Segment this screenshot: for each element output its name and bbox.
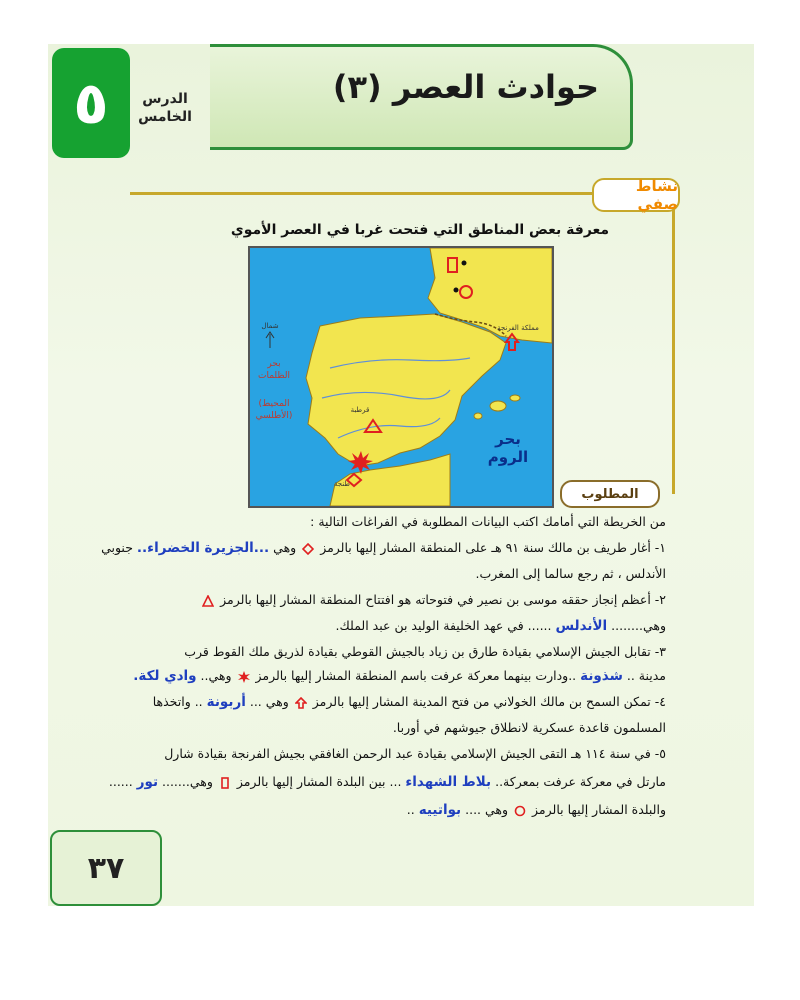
q4-text-c: .. واتخذها (152, 694, 203, 709)
diamond-symbol-icon-inline (302, 543, 314, 555)
q1-text-a: ١- أغار طريف بن مالك سنة ٩١ هـ على المنطقة المشار إليها بالرمز (320, 540, 666, 555)
q4-answer: أربونة (206, 694, 246, 710)
lesson-label (134, 90, 196, 126)
q5-text-g: وهي .... (465, 802, 509, 817)
star-burst-symbol-icon-inline (238, 671, 250, 683)
q3-answer-2: وادي لكة. (133, 668, 197, 684)
page-title: حوادث العصر (٣) (332, 68, 600, 106)
dot-marker-icon (462, 261, 467, 266)
question-3: ٣- تقابل الجيش الإسلامي بقيادة طارق بن زياد بالجيش القوطي بقيادة لذريق ملك القوط قرب (184, 644, 666, 659)
lesson-label-line2: الخامس (138, 109, 192, 125)
map-label-west-sea-1: بحر (267, 359, 281, 369)
house-arrow-symbol-icon-inline (295, 697, 307, 709)
q2-answer: الأندلس (555, 618, 608, 634)
q5-text-b: مارتل في معركة عرفت بمعركة.. (495, 774, 666, 789)
lesson-label-line1: الدرس (142, 91, 188, 107)
map-label-tangier: طنجة (334, 480, 350, 488)
map-label-east-sea-1: بحر (495, 430, 521, 448)
q5-answer-1: بلاط الشهداء (405, 774, 492, 790)
map-label-west-sea-3: (المحيط (258, 399, 290, 409)
map-label-west-sea-4: الأطلسي) (255, 411, 293, 421)
q4-text-a: ٤- تمكن السمح بن مالك الخولاني من فتح المدينة المشار إليها بالرمز (312, 694, 666, 709)
question-2 (80, 590, 666, 610)
q4-text-b: وهي ... (249, 694, 289, 709)
activity-tab: نشاط صفي (592, 178, 680, 212)
q3-text-c: ..ودارت بينهما معركة عرفت باسم المنطقة المشار إليها بالرمز (255, 668, 577, 683)
lesson-number-badge: ٥ (52, 48, 130, 158)
q5-answer-3: بواتييه (418, 802, 462, 818)
question-5-line3 (80, 800, 666, 820)
q2-text-a: ٢- أعظم إنجاز حققه موسى بن نصير في فتوحاته هو افتتاح المنطقة المشار إليها بالرمز (220, 592, 666, 607)
dot-marker-icon-2 (454, 288, 459, 293)
map-label-north: شمال (261, 322, 279, 330)
balearic-island-1 (490, 401, 506, 411)
activity-heading: معرفة بعض المناطق التي فتحت غربا في العصر الأموي (230, 222, 610, 238)
rectangle-symbol-icon-inline (219, 777, 231, 789)
required-tab: المطلوب (560, 480, 660, 508)
page-number: ٣٧ (50, 830, 162, 906)
question-1-line2: الأندلس ، ثم رجع سالما إلى المغرب. (475, 566, 666, 581)
question-5-line2 (80, 772, 666, 792)
q5-answer-2: تور (136, 774, 159, 790)
map-label-cordoba: قرطبة (350, 406, 370, 414)
q1-text-c: جنوبي (101, 540, 133, 555)
triangle-symbol-icon-inline (202, 595, 214, 607)
map-drawing (250, 248, 552, 506)
iberia-land (306, 314, 506, 466)
q1-answer: ...الجزيرة الخضراء.. (136, 540, 270, 556)
q3-text-b: مدينة .. (626, 668, 666, 683)
section-side-rule (672, 204, 675, 494)
q5-text-d: وهي....... (162, 774, 213, 789)
balearic-island-2 (510, 395, 520, 401)
balearic-island-3 (474, 413, 482, 419)
q5-text-e: ...... (108, 774, 133, 789)
q3-text-d: وهي.. (200, 668, 232, 683)
question-4 (80, 692, 666, 712)
q2-text-b: وهي........ (611, 618, 666, 633)
iberia-map (248, 246, 554, 508)
map-label-west-sea-2: الظلمات (257, 371, 291, 381)
q2-text-c: ...... في عهد الخليفة الوليد بن عبد الملك. (335, 618, 552, 633)
q5-text-f: والبلدة المشار إليها بالرمز (532, 802, 666, 817)
instructions-text: من الخريطة التي أمامك اكتب البيانات المطلوبة في الفراغات التالية : (310, 514, 666, 529)
q3-answer-1: شذونة (580, 668, 623, 684)
question-5: ٥- في سنة ١١٤ هـ التقى الجيش الإسلامي بقيادة عبد الرحمن الغافقي بجيش الفرنجة بقيادة شارل (164, 746, 666, 761)
q1-text-b: وهي (273, 540, 297, 555)
circle-symbol-icon-inline (514, 805, 526, 817)
question-3-line2 (80, 666, 666, 686)
question-4-line2: المسلمون قاعدة عسكرية لانطلاق جيوشهم في أوربا. (392, 720, 666, 735)
map-label-frankish: مملكة الفرنجة (497, 324, 539, 332)
north-arrow-icon (266, 332, 274, 348)
q5-text-h: .. (406, 802, 415, 817)
q5-text-c: ... بين البلدة المشار إليها بالرمز (236, 774, 402, 789)
section-divider (130, 192, 670, 195)
question-1 (80, 538, 666, 558)
map-label-east-sea-2: الروم (487, 448, 529, 466)
question-2-line2 (80, 616, 666, 636)
